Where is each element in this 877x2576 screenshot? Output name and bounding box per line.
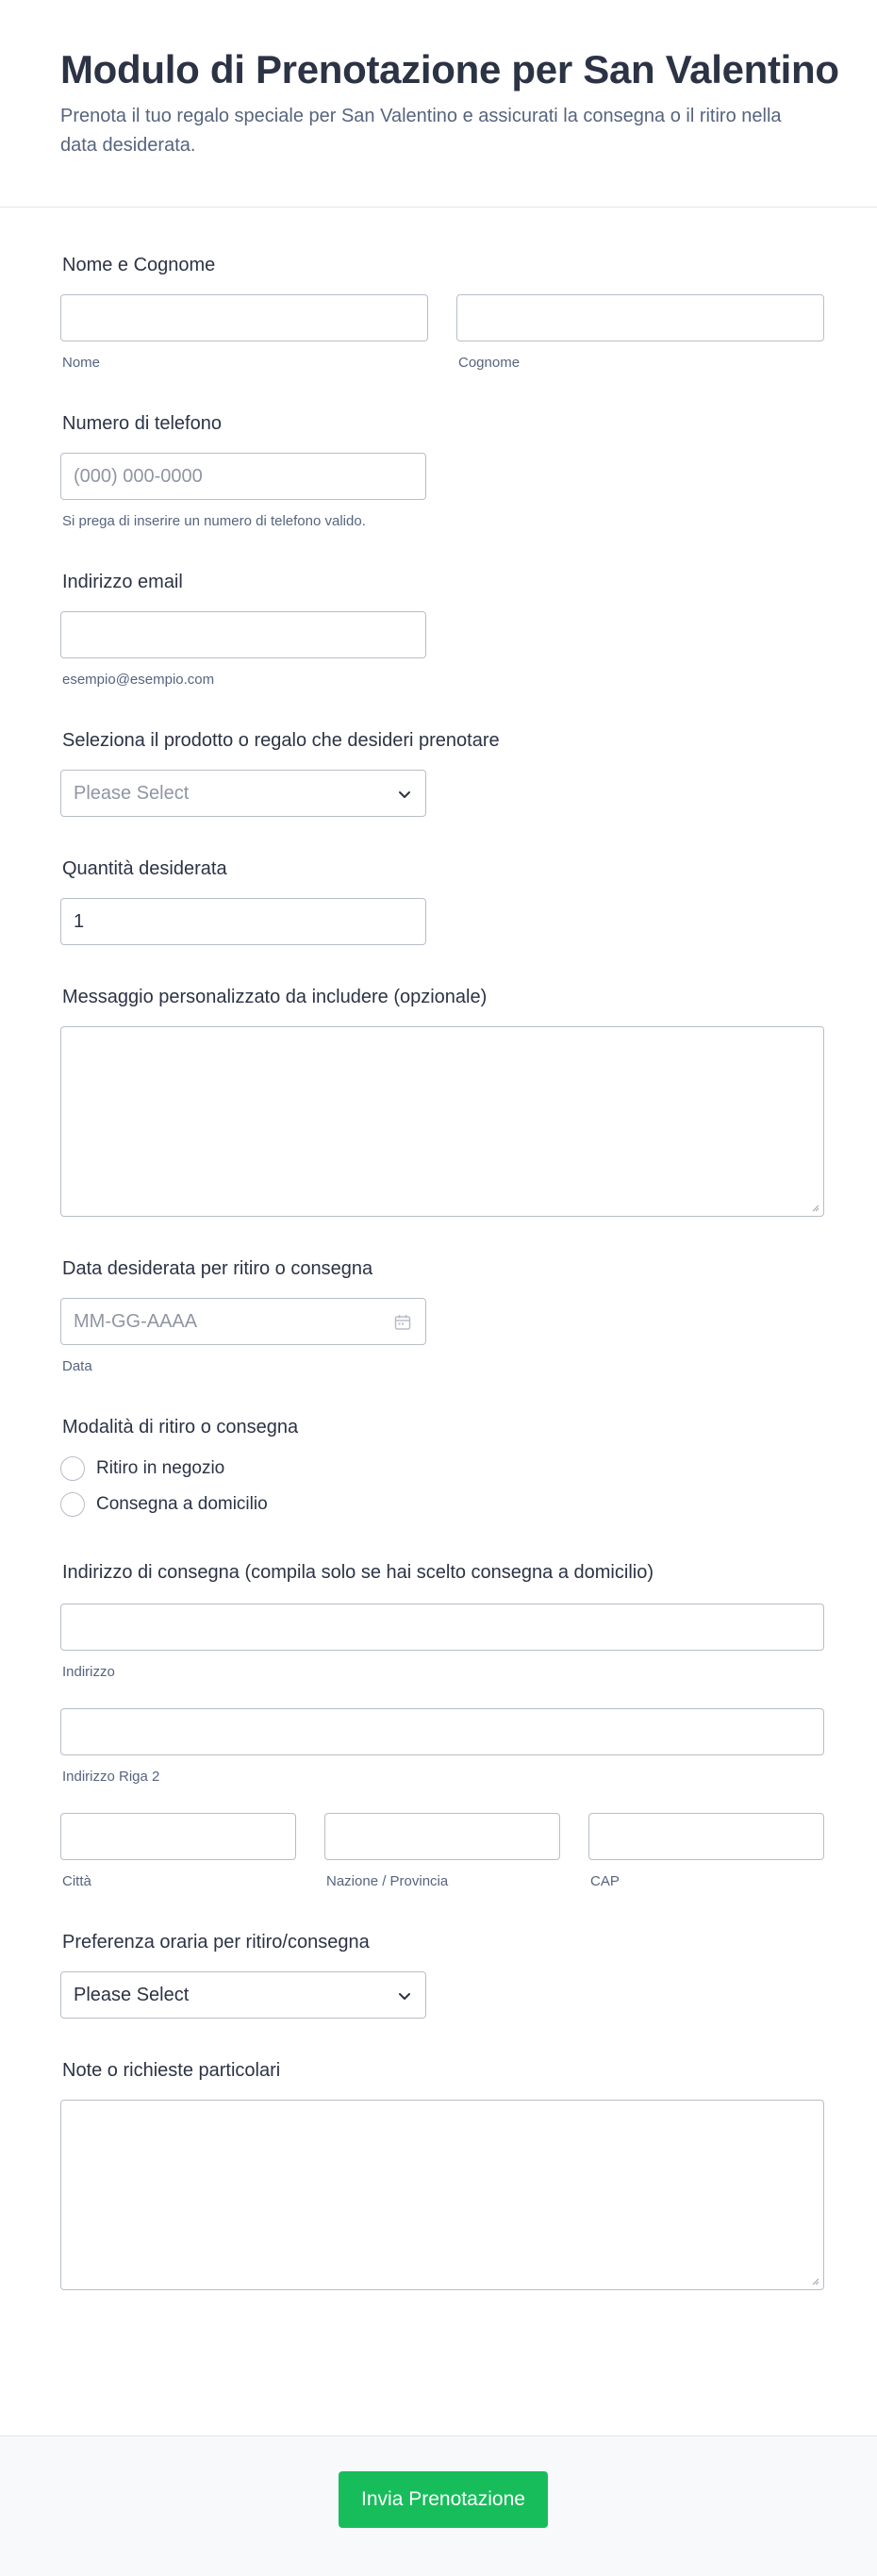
phone-label: Numero di telefono	[62, 413, 222, 434]
mode-option-label: Consegna a domicilio	[96, 1494, 268, 1514]
time-pref-label: Preferenza oraria per ritiro/consegna	[62, 1932, 370, 1953]
time-pref-select[interactable]	[60, 1971, 426, 2019]
zip-sublabel: CAP	[590, 1873, 620, 1889]
resize-handle-icon[interactable]	[810, 1203, 819, 1212]
radio-button[interactable]	[60, 1456, 85, 1481]
product-select[interactable]	[60, 770, 426, 817]
first-name-input[interactable]	[60, 294, 428, 341]
message-textarea[interactable]	[60, 1026, 824, 1217]
phone-input[interactable]	[60, 453, 426, 500]
address-line1-sublabel: Indirizzo	[62, 1664, 115, 1680]
address-line2-input[interactable]	[60, 1708, 824, 1755]
first-name-sublabel: Nome	[62, 355, 101, 371]
state-input[interactable]	[324, 1813, 560, 1860]
quantity-input[interactable]	[60, 898, 426, 945]
email-input[interactable]	[60, 611, 426, 658]
notes-textarea[interactable]	[60, 2100, 824, 2290]
state-sublabel: Nazione / Provincia	[326, 1873, 449, 1889]
date-input[interactable]	[60, 1298, 426, 1345]
date-sublabel: Data	[62, 1358, 92, 1374]
page-subtitle: Prenota il tuo regalo speciale per San Valentino e assicurati la consegna o il ritiro nella data desiderata.	[60, 106, 782, 156]
form-header	[0, 0, 877, 208]
city-input[interactable]	[60, 1813, 296, 1860]
phone-placeholder: (000) 000-0000	[74, 465, 203, 487]
date-label: Data desiderata per ritiro o consegna	[62, 1258, 373, 1279]
phone-hint: Si prega di inserire un numero di telefono valido.	[62, 513, 366, 529]
date-placeholder: MM-GG-AAAA	[74, 1310, 198, 1332]
last-name-input[interactable]	[456, 294, 824, 341]
resize-handle-icon[interactable]	[810, 2276, 819, 2285]
email-hint: esempio@esempio.com	[62, 672, 215, 688]
quantity-label: Quantità desiderata	[62, 858, 227, 879]
page-title: Modulo di Prenotazione per San Valentino	[60, 47, 839, 91]
address-line2-sublabel: Indirizzo Riga 2	[62, 1769, 160, 1785]
radio-button[interactable]	[60, 1492, 85, 1517]
address-label: Indirizzo di consegna (compila solo se hai scelto consegna a domicilio)	[62, 1562, 654, 1583]
mode-option-pickup[interactable]	[60, 1456, 224, 1481]
quantity-value: 1	[74, 910, 85, 932]
message-label: Messaggio personalizzato da includere (opzionale)	[62, 987, 488, 1007]
calendar-icon[interactable]	[393, 1313, 412, 1332]
mode-option-label: Ritiro in negozio	[96, 1458, 225, 1478]
city-sublabel: Città	[62, 1873, 91, 1889]
notes-label: Note o richieste particolari	[62, 2060, 281, 2081]
email-label: Indirizzo email	[62, 572, 183, 592]
time-pref-select-value: Please Select	[74, 1984, 190, 2005]
mode-option-delivery[interactable]	[60, 1492, 268, 1517]
product-label: Seleziona il prodotto o regalo che desideri prenotare	[62, 730, 500, 751]
chevron-down-icon	[397, 1988, 412, 2003]
chevron-down-icon	[397, 787, 412, 802]
last-name-sublabel: Cognome	[458, 355, 521, 371]
submit-button[interactable]: Invia Prenotazione	[339, 2471, 548, 2528]
mode-label: Modalità di ritiro o consegna	[62, 1417, 299, 1438]
product-select-value: Please Select	[74, 782, 190, 804]
address-line1-input[interactable]	[60, 1604, 824, 1651]
name-label: Nome e Cognome	[62, 255, 216, 275]
zip-input[interactable]	[588, 1813, 824, 1860]
